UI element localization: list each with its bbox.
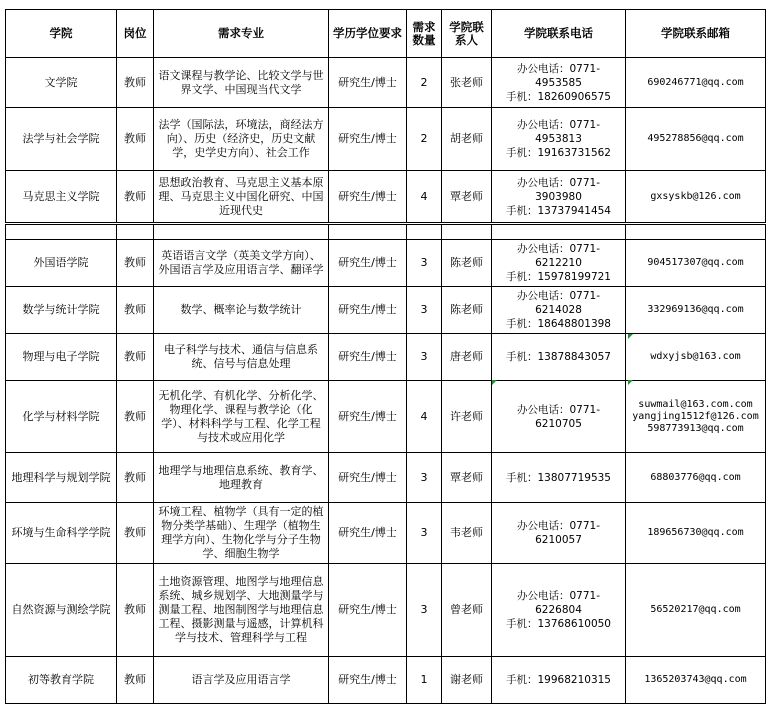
count-cell: 3 — [407, 453, 442, 503]
count-cell: 3 — [407, 503, 442, 564]
position-cell: 教师 — [117, 453, 154, 503]
email-cell: 68803776@qq.com — [626, 453, 766, 503]
email-cell: 332969136@qq.com — [626, 287, 766, 334]
degree-cell: 研究生/博士 — [329, 240, 407, 287]
header-phone: 学院联系电话 — [492, 10, 626, 58]
position-cell: 教师 — [117, 564, 154, 657]
degree-cell: 研究生/博士 — [329, 503, 407, 564]
email-cell: suwmail@163.com.com yangjing1512f@126.com 598773913@qq.com — [626, 381, 766, 453]
position-cell: 教师 — [117, 58, 154, 108]
contact-cell: 谢老师 — [442, 657, 492, 704]
major-cell: 环境工程、植物学（具有一定的植物分类学基础）、生理学（植物生理学方向）、生物化学与分子生物学、细胞生物学 — [154, 503, 329, 564]
contact-cell: 陈老师 — [442, 240, 492, 287]
count-cell: 2 — [407, 58, 442, 108]
phone-cell: 办公电话：0771-6214028 手机：18648801398 — [492, 287, 626, 334]
position-cell: 教师 — [117, 240, 154, 287]
college-cell: 数学与统计学院 — [6, 287, 117, 334]
college-cell: 自然资源与测绘学院 — [6, 564, 117, 657]
email-cell: 1365203743@qq.com — [626, 657, 766, 704]
major-cell: 思想政治教育、马克思主义基本原理、马克思主义中国化研究、中国近现代史 — [154, 171, 329, 223]
table-row — [6, 108, 766, 171]
degree-cell: 研究生/博士 — [329, 334, 407, 381]
cell-note-marker — [628, 380, 633, 385]
header-row — [6, 10, 766, 58]
cell-note-marker — [628, 334, 633, 339]
degree-cell: 研究生/博士 — [329, 453, 407, 503]
phone-cell: 办公电话：0771-6210057 — [492, 503, 626, 564]
contact-cell: 覃老师 — [442, 453, 492, 503]
contact-cell: 覃老师 — [442, 171, 492, 223]
header-degree: 学历学位要求 — [329, 10, 407, 58]
position-cell: 教师 — [117, 503, 154, 564]
degree-cell: 研究生/博士 — [329, 58, 407, 108]
header-email: 学院联系邮箱 — [626, 10, 766, 58]
count-cell: 4 — [407, 171, 442, 223]
college-cell: 初等教育学院 — [6, 657, 117, 704]
table-row — [6, 58, 766, 108]
contact-cell: 韦老师 — [442, 503, 492, 564]
email-cell: 690246771@qq.com — [626, 58, 766, 108]
count-cell: 3 — [407, 287, 442, 334]
phone-cell: 手机：19968210315 — [492, 657, 626, 704]
count-cell: 3 — [407, 240, 442, 287]
major-cell: 数学、概率论与数学统计 — [154, 287, 329, 334]
college-cell: 物理与电子学院 — [6, 334, 117, 381]
email-cell: 904517307@qq.com — [626, 240, 766, 287]
cell-note-marker — [492, 380, 497, 385]
phone-cell: 办公电话：0771-6226804 手机：13768610050 — [492, 564, 626, 657]
major-cell: 地理学与地理信息系统、教育学、地理教育 — [154, 453, 329, 503]
spacer-row — [6, 225, 766, 240]
position-cell: 教师 — [117, 334, 154, 381]
phone-cell: 办公电话：0771-6210705 — [492, 381, 626, 453]
college-cell: 法学与社会学院 — [6, 108, 117, 171]
contact-cell: 曾老师 — [442, 564, 492, 657]
major-cell: 土地资源管理、地图学与地理信息系统、城乡规划学、大地测量学与测量工程、地图制图学与地理信息工程、摄影测量与遥感，计算机科学与技术、管理科学与工程 — [154, 564, 329, 657]
header-major: 需求专业 — [154, 10, 329, 58]
college-cell: 文学院 — [6, 58, 117, 108]
recruitment-table-bottom — [5, 224, 766, 704]
contact-cell: 陈老师 — [442, 287, 492, 334]
count-cell: 2 — [407, 108, 442, 171]
table-row — [6, 657, 766, 704]
degree-cell: 研究生/博士 — [329, 171, 407, 223]
major-cell: 英语语言文学（英美文学方向）、外国语言学及应用语言学、翻译学 — [154, 240, 329, 287]
phone-cell: 办公电话：0771-6212210 手机：15978199721 — [492, 240, 626, 287]
header-contact: 学院联 系人 — [442, 10, 492, 58]
phone-cell: 手机：13878843057 — [492, 334, 626, 381]
count-cell: 4 — [407, 381, 442, 453]
college-cell: 马克思主义学院 — [6, 171, 117, 223]
phone-cell: 手机：13807719535 — [492, 453, 626, 503]
major-cell: 电子科学与技术、通信与信息系统、信号与信息处理 — [154, 334, 329, 381]
position-cell: 教师 — [117, 171, 154, 223]
email-cell: gxsyskb@126.com — [626, 171, 766, 223]
degree-cell: 研究生/博士 — [329, 564, 407, 657]
college-cell: 环境与生命科学学院 — [6, 503, 117, 564]
degree-cell: 研究生/博士 — [329, 381, 407, 453]
major-cell: 无机化学、有机化学、分析化学、物理化学、课程与教学论（化学）、材料科学与工程、化学工程与技术或应用化学 — [154, 381, 329, 453]
header-count: 需求 数量 — [407, 10, 442, 58]
college-cell: 地理科学与规划学院 — [6, 453, 117, 503]
header-college: 学院 — [6, 10, 117, 58]
table-row — [6, 240, 766, 287]
header-position: 岗位 — [117, 10, 154, 58]
degree-cell: 研究生/博士 — [329, 287, 407, 334]
email-cell: 189656730@qq.com — [626, 503, 766, 564]
contact-cell: 张老师 — [442, 58, 492, 108]
position-cell: 教师 — [117, 108, 154, 171]
contact-cell: 胡老师 — [442, 108, 492, 171]
count-cell: 3 — [407, 564, 442, 657]
table-row — [6, 453, 766, 503]
phone-cell: 办公电话：0771-4953585 手机：18260906575 — [492, 58, 626, 108]
degree-cell: 研究生/博士 — [329, 108, 407, 171]
position-cell: 教师 — [117, 381, 154, 453]
college-cell: 外国语学院 — [6, 240, 117, 287]
phone-cell: 办公电话：0771-3903980 手机：13737941454 — [492, 171, 626, 223]
email-cell: 495278856@qq.com — [626, 108, 766, 171]
table-row — [6, 334, 766, 381]
contact-cell: 许老师 — [442, 381, 492, 453]
count-cell: 1 — [407, 657, 442, 704]
college-cell: 化学与材料学院 — [6, 381, 117, 453]
position-cell: 教师 — [117, 657, 154, 704]
table-row — [6, 287, 766, 334]
email-cell: 56520217@qq.com — [626, 564, 766, 657]
table-row — [6, 564, 766, 657]
recruitment-table-top — [5, 9, 766, 223]
table-row — [6, 171, 766, 223]
major-cell: 语言学及应用语言学 — [154, 657, 329, 704]
table-row — [6, 503, 766, 564]
count-cell: 3 — [407, 334, 442, 381]
major-cell: 法学（国际法，环境法，商经法方向）、历史（经济史，历史文献学，史学史方向）、社会工作 — [154, 108, 329, 171]
position-cell: 教师 — [117, 287, 154, 334]
phone-cell: 办公电话：0771-4953813 手机：19163731562 — [492, 108, 626, 171]
major-cell: 语文课程与教学论、比较文学与世界文学、中国现当代文学 — [154, 58, 329, 108]
contact-cell: 唐老师 — [442, 334, 492, 381]
email-cell: wdxyjsb@163.com — [626, 334, 766, 381]
degree-cell: 研究生/博士 — [329, 657, 407, 704]
table-row — [6, 381, 766, 453]
